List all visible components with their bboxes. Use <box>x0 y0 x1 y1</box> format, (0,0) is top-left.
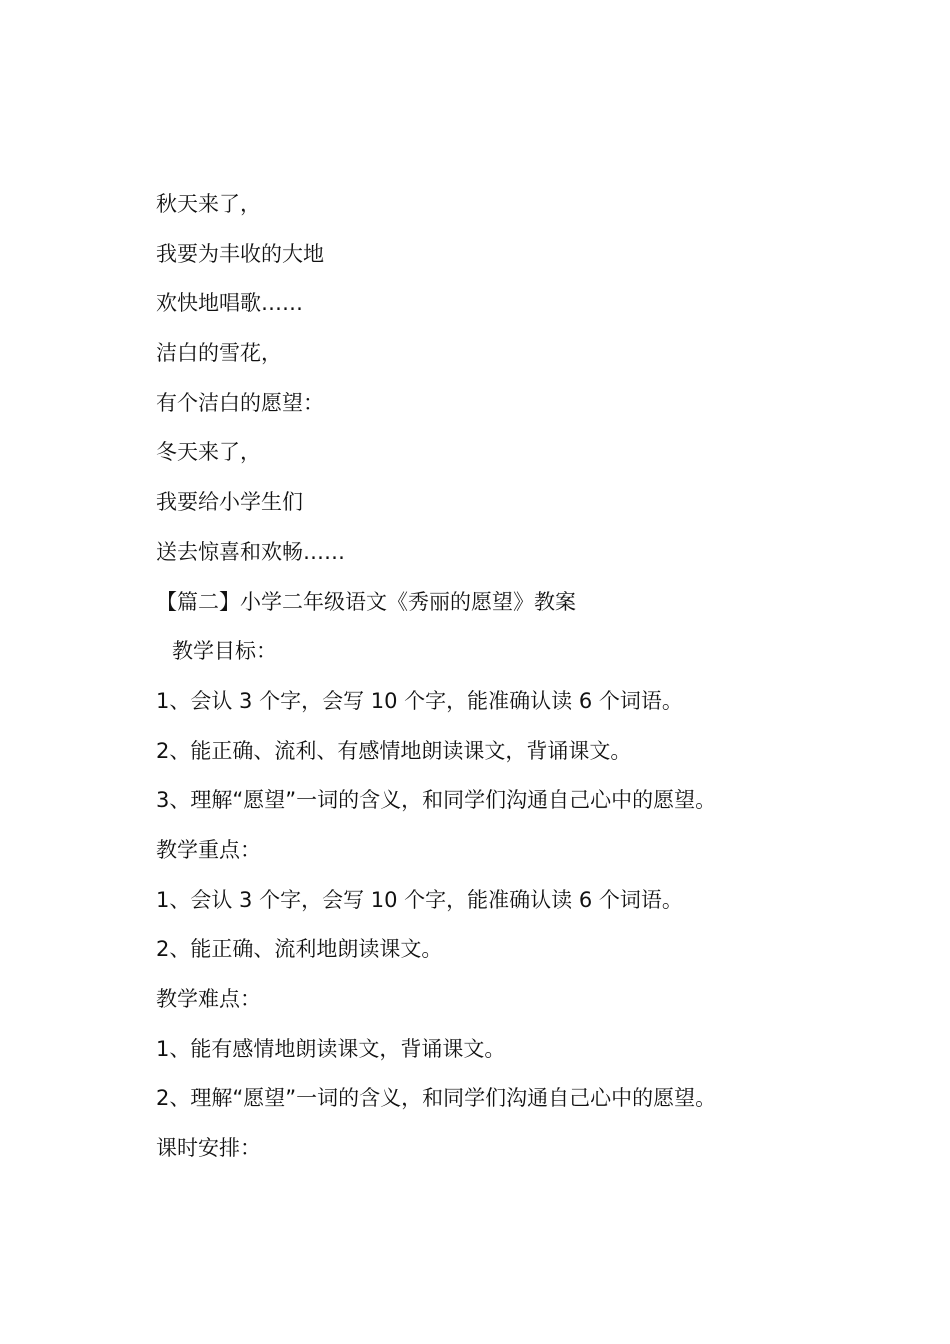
poem-line: 秋天来了， <box>156 192 261 216</box>
document-body <box>156 186 856 1180</box>
list-item: 1、会认 3 个字，会写 10 个字，能准确认读 6 个词语。 <box>156 688 683 713</box>
subheading-schedule: 课时安排： <box>156 1136 261 1161</box>
section-heading: 【篇二】小学二年级语文《秀丽的愿望》教案 <box>156 589 576 614</box>
subheading-difficulties: 教学难点： <box>156 987 261 1011</box>
poem-line: 我要为丰收的大地 <box>156 241 324 266</box>
subheading-teaching-goals: 教学目标： <box>172 639 277 664</box>
poem-line: 有个洁白的愿望： <box>156 390 324 415</box>
list-item: 2、理解“愿望”一词的含义，和同学们沟通自己心中的愿望。 <box>156 1086 717 1111</box>
subheading-key-points: 教学重点： <box>156 837 261 862</box>
list-item: 3、理解“愿望”一词的含义，和同学们沟通自己心中的愿望。 <box>156 788 717 813</box>
poem-line: 我要给小学生们 <box>156 490 303 515</box>
list-item: 1、会认 3 个字，会写 10 个字，能准确认读 6 个词语。 <box>156 887 683 912</box>
poem-line: 送去惊喜和欢畅…… <box>156 539 345 564</box>
list-item: 2、能正确、流利地朗读课文。 <box>156 937 443 962</box>
poem-line: 洁白的雪花， <box>156 341 282 366</box>
list-item: 2、能正确、流利、有感情地朗读课文，背诵课文。 <box>156 738 632 763</box>
poem-line: 欢快地唱歌…… <box>156 291 303 316</box>
poem-line: 冬天来了， <box>156 440 261 465</box>
list-item: 1、能有感情地朗读课文，背诵课文。 <box>156 1036 506 1061</box>
